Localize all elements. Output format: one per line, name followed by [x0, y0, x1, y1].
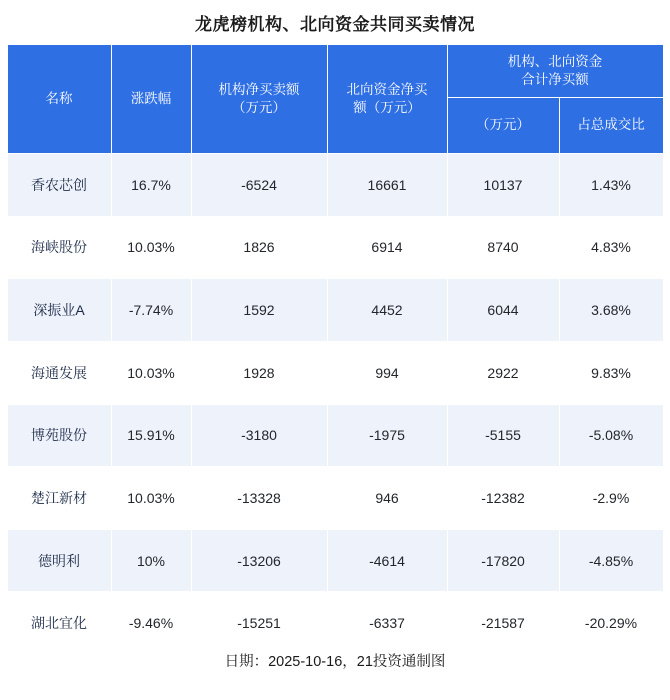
cell-change: -7.74% [111, 279, 191, 342]
table-row [7, 216, 663, 279]
table-body [7, 154, 663, 655]
cell-inst: -3180 [191, 404, 327, 467]
cell-change: 10.03% [111, 467, 191, 530]
table-row [7, 154, 663, 217]
cell-ratio: 1.43% [559, 154, 663, 217]
inst-header-line1: 机构净买卖额 [218, 81, 300, 97]
cell-total: 6044 [447, 279, 559, 342]
cell-change: -9.46% [111, 592, 191, 655]
cell-inst: 1592 [191, 279, 327, 342]
cell-inst: -6524 [191, 154, 327, 217]
ranking-table [7, 44, 664, 632]
north-header-line1: 北向资金净买 [346, 81, 428, 97]
column-header-combined-amount: （万元） [447, 98, 559, 154]
cell-ratio: -4.85% [559, 529, 663, 592]
cell-ratio: 4.83% [559, 216, 663, 279]
cell-ratio: -2.9% [559, 467, 663, 530]
page-title: 龙虎榜机构、北向资金共同买卖情况 [195, 15, 475, 34]
cell-change: 10% [111, 529, 191, 592]
cell-north: 16661 [327, 154, 447, 217]
cell-change: 10.03% [111, 341, 191, 404]
cell-change: 16.7% [111, 154, 191, 217]
column-header-combined-group [447, 45, 663, 98]
header-row-top [7, 45, 663, 98]
cell-ratio: 3.68% [559, 279, 663, 342]
cell-total: 2922 [447, 341, 559, 404]
cell-name: 深振业A [7, 279, 111, 342]
cell-change: 15.91% [111, 404, 191, 467]
cell-north: -4614 [327, 529, 447, 592]
cell-north: -1975 [327, 404, 447, 467]
cell-ratio: -5.08% [559, 404, 663, 467]
cell-total: 8740 [447, 216, 559, 279]
cell-ratio: 9.83% [559, 341, 663, 404]
column-header-change: 涨跌幅 [111, 45, 191, 154]
table-row [7, 467, 663, 530]
table-row [7, 592, 663, 655]
table-row [7, 279, 663, 342]
cell-name: 湖北宜化 [7, 592, 111, 655]
cell-total: -5155 [447, 404, 559, 467]
cell-total: -12382 [447, 467, 559, 530]
cell-inst: -13328 [191, 467, 327, 530]
cell-name: 海通发展 [7, 341, 111, 404]
cell-inst: -15251 [191, 592, 327, 655]
footer-note: 日期：2025-10-16，21投资通制图 [224, 654, 446, 670]
north-header-line2: 额（万元） [353, 100, 421, 115]
column-header-name: 名称 [7, 45, 111, 154]
column-header-inst-net-buy [191, 45, 327, 154]
cell-name: 德明利 [7, 529, 111, 592]
table-row [7, 341, 663, 404]
cell-north: 4452 [327, 279, 447, 342]
cell-total: -17820 [447, 529, 559, 592]
cell-north: -6337 [327, 592, 447, 655]
inst-header-line2: （万元） [232, 100, 286, 115]
combined-header-line1: 机构、北向资金 [507, 53, 603, 69]
table-header [7, 45, 663, 154]
cell-inst: 1826 [191, 216, 327, 279]
cell-north: 946 [327, 467, 447, 530]
cell-name: 香农芯创 [7, 154, 111, 217]
cell-inst: 1928 [191, 341, 327, 404]
cell-north: 994 [327, 341, 447, 404]
combined-header-line2: 合计净买额 [521, 72, 589, 88]
cell-inst: -13206 [191, 529, 327, 592]
cell-total: -21587 [447, 592, 559, 655]
cell-name: 博苑股份 [7, 404, 111, 467]
column-header-north-net-buy [327, 45, 447, 154]
cell-north: 6914 [327, 216, 447, 279]
cell-total: 10137 [447, 154, 559, 217]
cell-name: 海峡股份 [7, 216, 111, 279]
cell-name: 楚江新材 [7, 467, 111, 530]
table-row [7, 529, 663, 592]
table-row [7, 404, 663, 467]
cell-ratio: -20.29% [559, 592, 663, 655]
column-header-combined-ratio: 占总成交比 [559, 98, 663, 154]
cell-change: 10.03% [111, 216, 191, 279]
